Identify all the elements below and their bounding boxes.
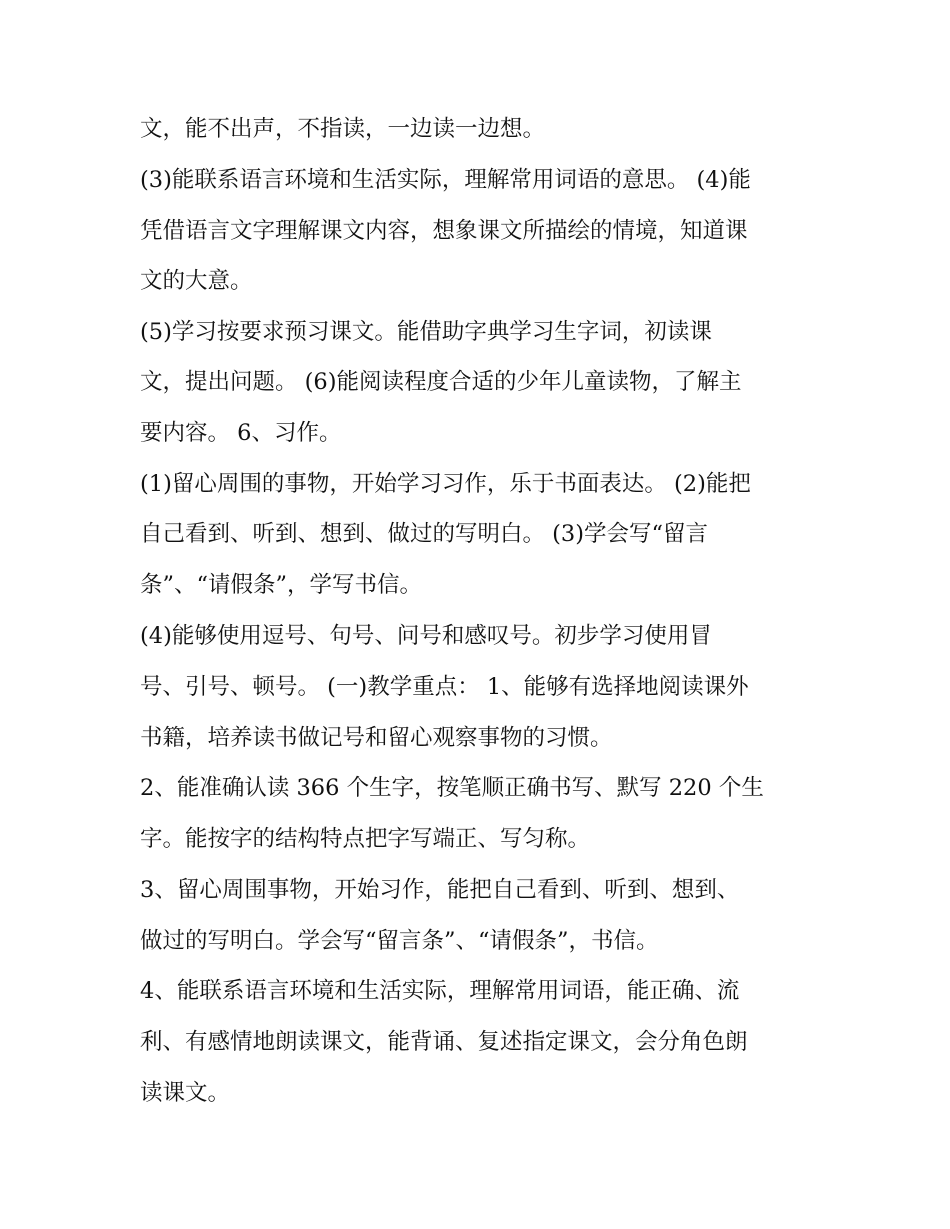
text-line: 条”、“请假条”，学写书信。 <box>140 572 423 598</box>
text-line: 做过的写明白。学会写“留言条”、“请假条”，书信。 <box>140 928 659 954</box>
text-line: 文的大意。 <box>140 268 253 294</box>
text-line: 读课文。 <box>140 1080 231 1106</box>
text-line: (4)能够使用逗号、句号、问号和感叹号。初步学习使用冒 <box>140 623 712 649</box>
text-line: 自己看到、听到、想到、做过的写明白。 (3)学会写“留言 <box>140 521 709 547</box>
text-line: 书籍，培养读书做记号和留心观察事物的习惯。 <box>140 725 613 751</box>
text-line: 利、有感情地朗读课文，能背诵、复述指定课文，会分角色朗 <box>140 1029 748 1055</box>
text-line: 2、能准确认读 366 个生字，按笔顺正确书写、默写 220 个生 <box>140 775 764 801</box>
text-line: 文，能不出声，不指读，一边读一边想。 <box>140 116 546 142</box>
text-line: 文，提出问题。 (6)能阅读程度合适的少年儿童读物，了解主 <box>140 369 742 395</box>
text-line: (1)留心周围的事物，开始学习习作，乐于书面表达。 (2)能把 <box>140 471 751 497</box>
text-line: (5)学习按要求预习课文。能借助字典学习生字词，初读课 <box>140 319 712 345</box>
text-line: 要内容。 6、习作。 <box>140 420 342 446</box>
text-line: 4、能联系语言环境和生活实际，理解常用词语，能正确、流 <box>140 978 740 1004</box>
text-line: 字。能按字的结构特点把字写端正、写匀称。 <box>140 826 591 852</box>
text-line: 3、留心周围事物，开始习作，能把自己看到、听到、想到、 <box>140 877 740 903</box>
text-line: 凭借语言文字理解课文内容，想象课文所描绘的情境，知道课 <box>140 218 748 244</box>
text-line: (3)能联系语言环境和生活实际，理解常用词语的意思。 (4)能 <box>140 167 751 193</box>
text-line: 号、引号、顿号。 (一)教学重点： 1、能够有选择地阅读课外 <box>140 674 749 700</box>
